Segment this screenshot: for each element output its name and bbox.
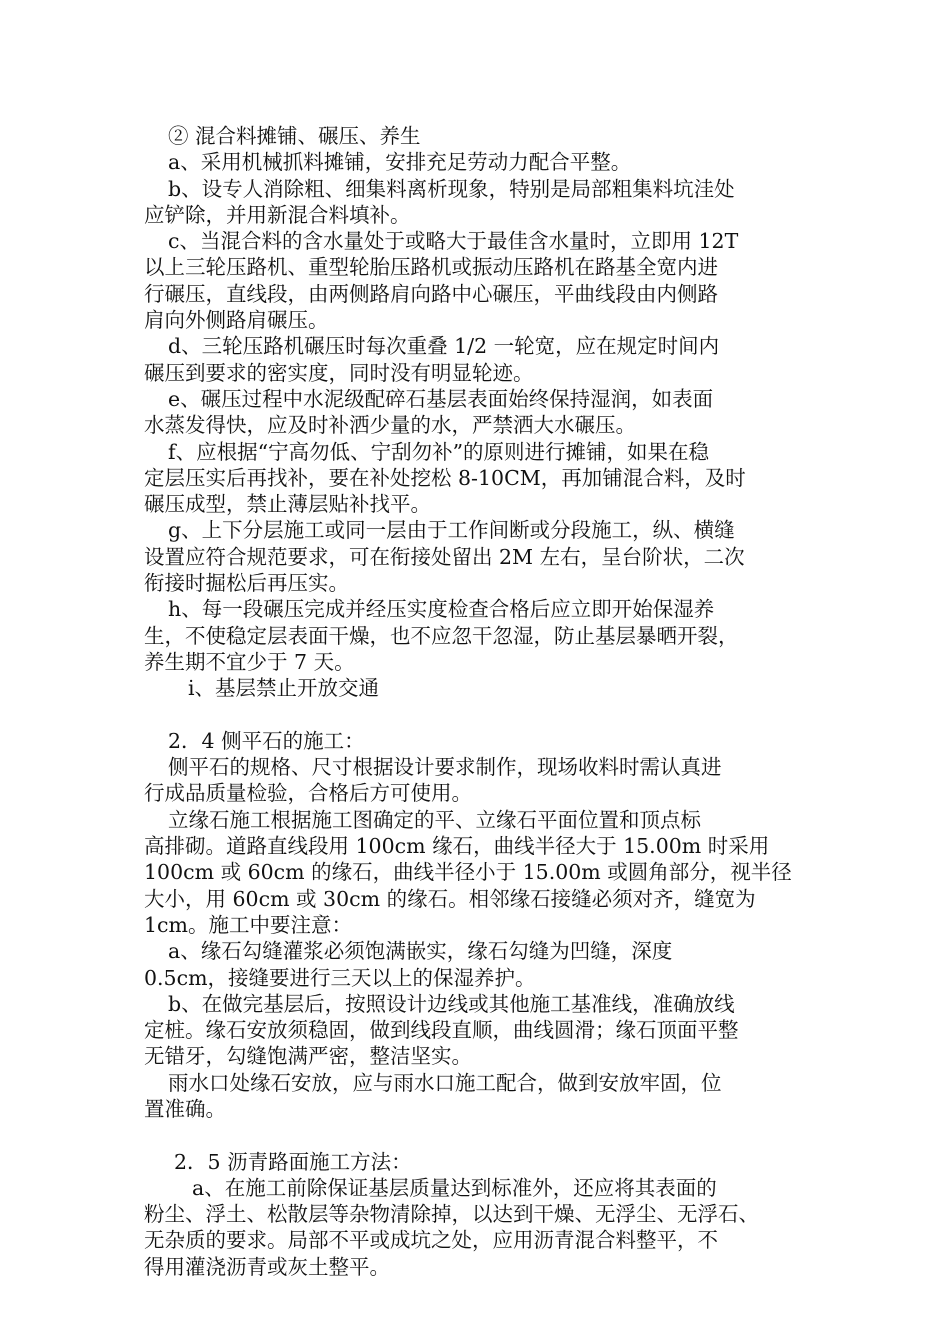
paragraph-line: 无错牙，勾缝饱满严密，整洁坚实。: [144, 1044, 472, 1069]
paragraph-line: 0.5cm，接缝要进行三天以上的保湿养护。: [144, 965, 536, 990]
paragraph-line: e、碾压过程中水泥级配碎石基层表面始终保持湿润，如表面: [168, 386, 714, 411]
paragraph-line: 得用灌浇沥青或灰土整平。: [144, 1254, 390, 1279]
paragraph-line: g、上下分层施工或同一层由于工作间断或分段施工，纵、横缝: [168, 518, 735, 543]
blank-line: [144, 1122, 812, 1148]
section-heading-curb-stone: 2．4 侧平石的施工：: [168, 728, 365, 753]
paragraph-line: b、设专人消除粗、细集料离析现象，特别是局部粗集料坑洼处: [168, 176, 735, 201]
paragraph-line: 无杂质的要求。局部不平或成坑之处，应用沥青混合料整平，不: [144, 1228, 718, 1253]
paragraph-line: 衔接时掘松后再压实。: [144, 571, 349, 596]
blank-line: [144, 702, 812, 728]
paragraph-line: 1cm。施工中要注意：: [144, 912, 352, 937]
paragraph-line: b、在做完基层后，按照设计边线或其他施工基准线，准确放线: [168, 991, 735, 1016]
paragraph-line: 雨水口处缘石安放，应与雨水口施工配合，做到安放牢固，位: [168, 1070, 722, 1095]
paragraph-line: 肩向外侧路肩碾压。: [144, 308, 329, 333]
paragraph-line: 应铲除，并用新混合料填补。: [144, 202, 411, 227]
paragraph-line: 立缘石施工根据施工图确定的平、立缘石平面位置和顶点标: [168, 807, 701, 832]
paragraph-line: a、采用机械抓料摊铺，安排充足劳动力配合平整。: [168, 150, 632, 175]
paragraph-line: 行碾压，直线段，由两侧路肩向路中心碾压，平曲线段由内侧路: [144, 281, 718, 306]
section-heading-asphalt-paving: 2．5 沥青路面施工方法：: [174, 1149, 412, 1174]
paragraph-line: 粉尘、浮土、松散层等杂物清除掉，以达到干燥、无浮尘、无浮石、: [144, 1202, 759, 1227]
paragraph-line: i、基层禁止开放交通: [188, 676, 380, 701]
paragraph-line: 行成品质量检验，合格后方可使用。: [144, 781, 472, 806]
paragraph-line: d、三轮压路机碾压时每次重叠 1/2 一轮宽，应在规定时间内: [168, 334, 720, 359]
paragraph-line: h、每一段碾压完成并经压实度检查合格后应立即开始保湿养: [168, 597, 715, 622]
paragraph-line: 设置应符合规范要求，可在衔接处留出 2M 左右，呈台阶状，二次: [144, 544, 745, 569]
paragraph-line: 碾压到要求的密实度，同时没有明显轮迹。: [144, 360, 534, 385]
paragraph-line: 生，不使稳定层表面干燥，也不应忽干忽湿，防止基层暴晒开裂，: [144, 623, 739, 648]
paragraph-line: 养生期不宜少于 7 天。: [144, 649, 355, 674]
paragraph-line: 水蒸发得快，应及时补洒少量的水，严禁洒大水碾压。: [144, 413, 636, 438]
paragraph-line: 侧平石的规格、尺寸根据设计要求制作，现场收料时需认真进: [168, 755, 722, 780]
paragraph-line: 置准确。: [144, 1096, 226, 1121]
paragraph-line: 定桩。缘石安放须稳固，做到线段直顺，曲线圆滑；缘石顶面平整: [144, 1018, 739, 1043]
paragraph-line: 定层压实后再找补，要在补处挖松 8-10CM，再加铺混合料，及时: [144, 465, 746, 490]
paragraph-line: f、应根据“宁高勿低、宁刮勿补”的原则进行摊铺，如果在稳: [168, 439, 710, 464]
paragraph-line: c、当混合料的含水量处于或略大于最佳含水量时，立即用 12T: [168, 229, 739, 254]
paragraph-line: 大小，用 60cm 或 30cm 的缘石。相邻缘石接缝必须对齐，缝宽为: [144, 886, 756, 911]
document-body: [144, 123, 812, 1280]
section-heading-mix-paving: ② 混合料摊铺、碾压、养生: [168, 124, 421, 148]
paragraph-line: a、在施工前除保证基层质量达到标准外，还应将其表面的: [192, 1175, 717, 1200]
paragraph-line: a、缘石勾缝灌浆必须饱满嵌实，缘石勾缝为凹缝，深度: [168, 939, 673, 964]
paragraph-line: 100cm 或 60cm 的缘石，曲线半径小于 15.00m 或圆角部分，视半径: [144, 860, 792, 885]
paragraph-line: 高排砌。道路直线段用 100cm 缘石，曲线半径大于 15.00m 时采用: [144, 834, 770, 859]
paragraph-line: 以上三轮压路机、重型轮胎压路机或振动压路机在路基全宽内进: [144, 255, 718, 280]
paragraph-line: 碾压成型，禁止薄层贴补找平。: [144, 492, 431, 517]
